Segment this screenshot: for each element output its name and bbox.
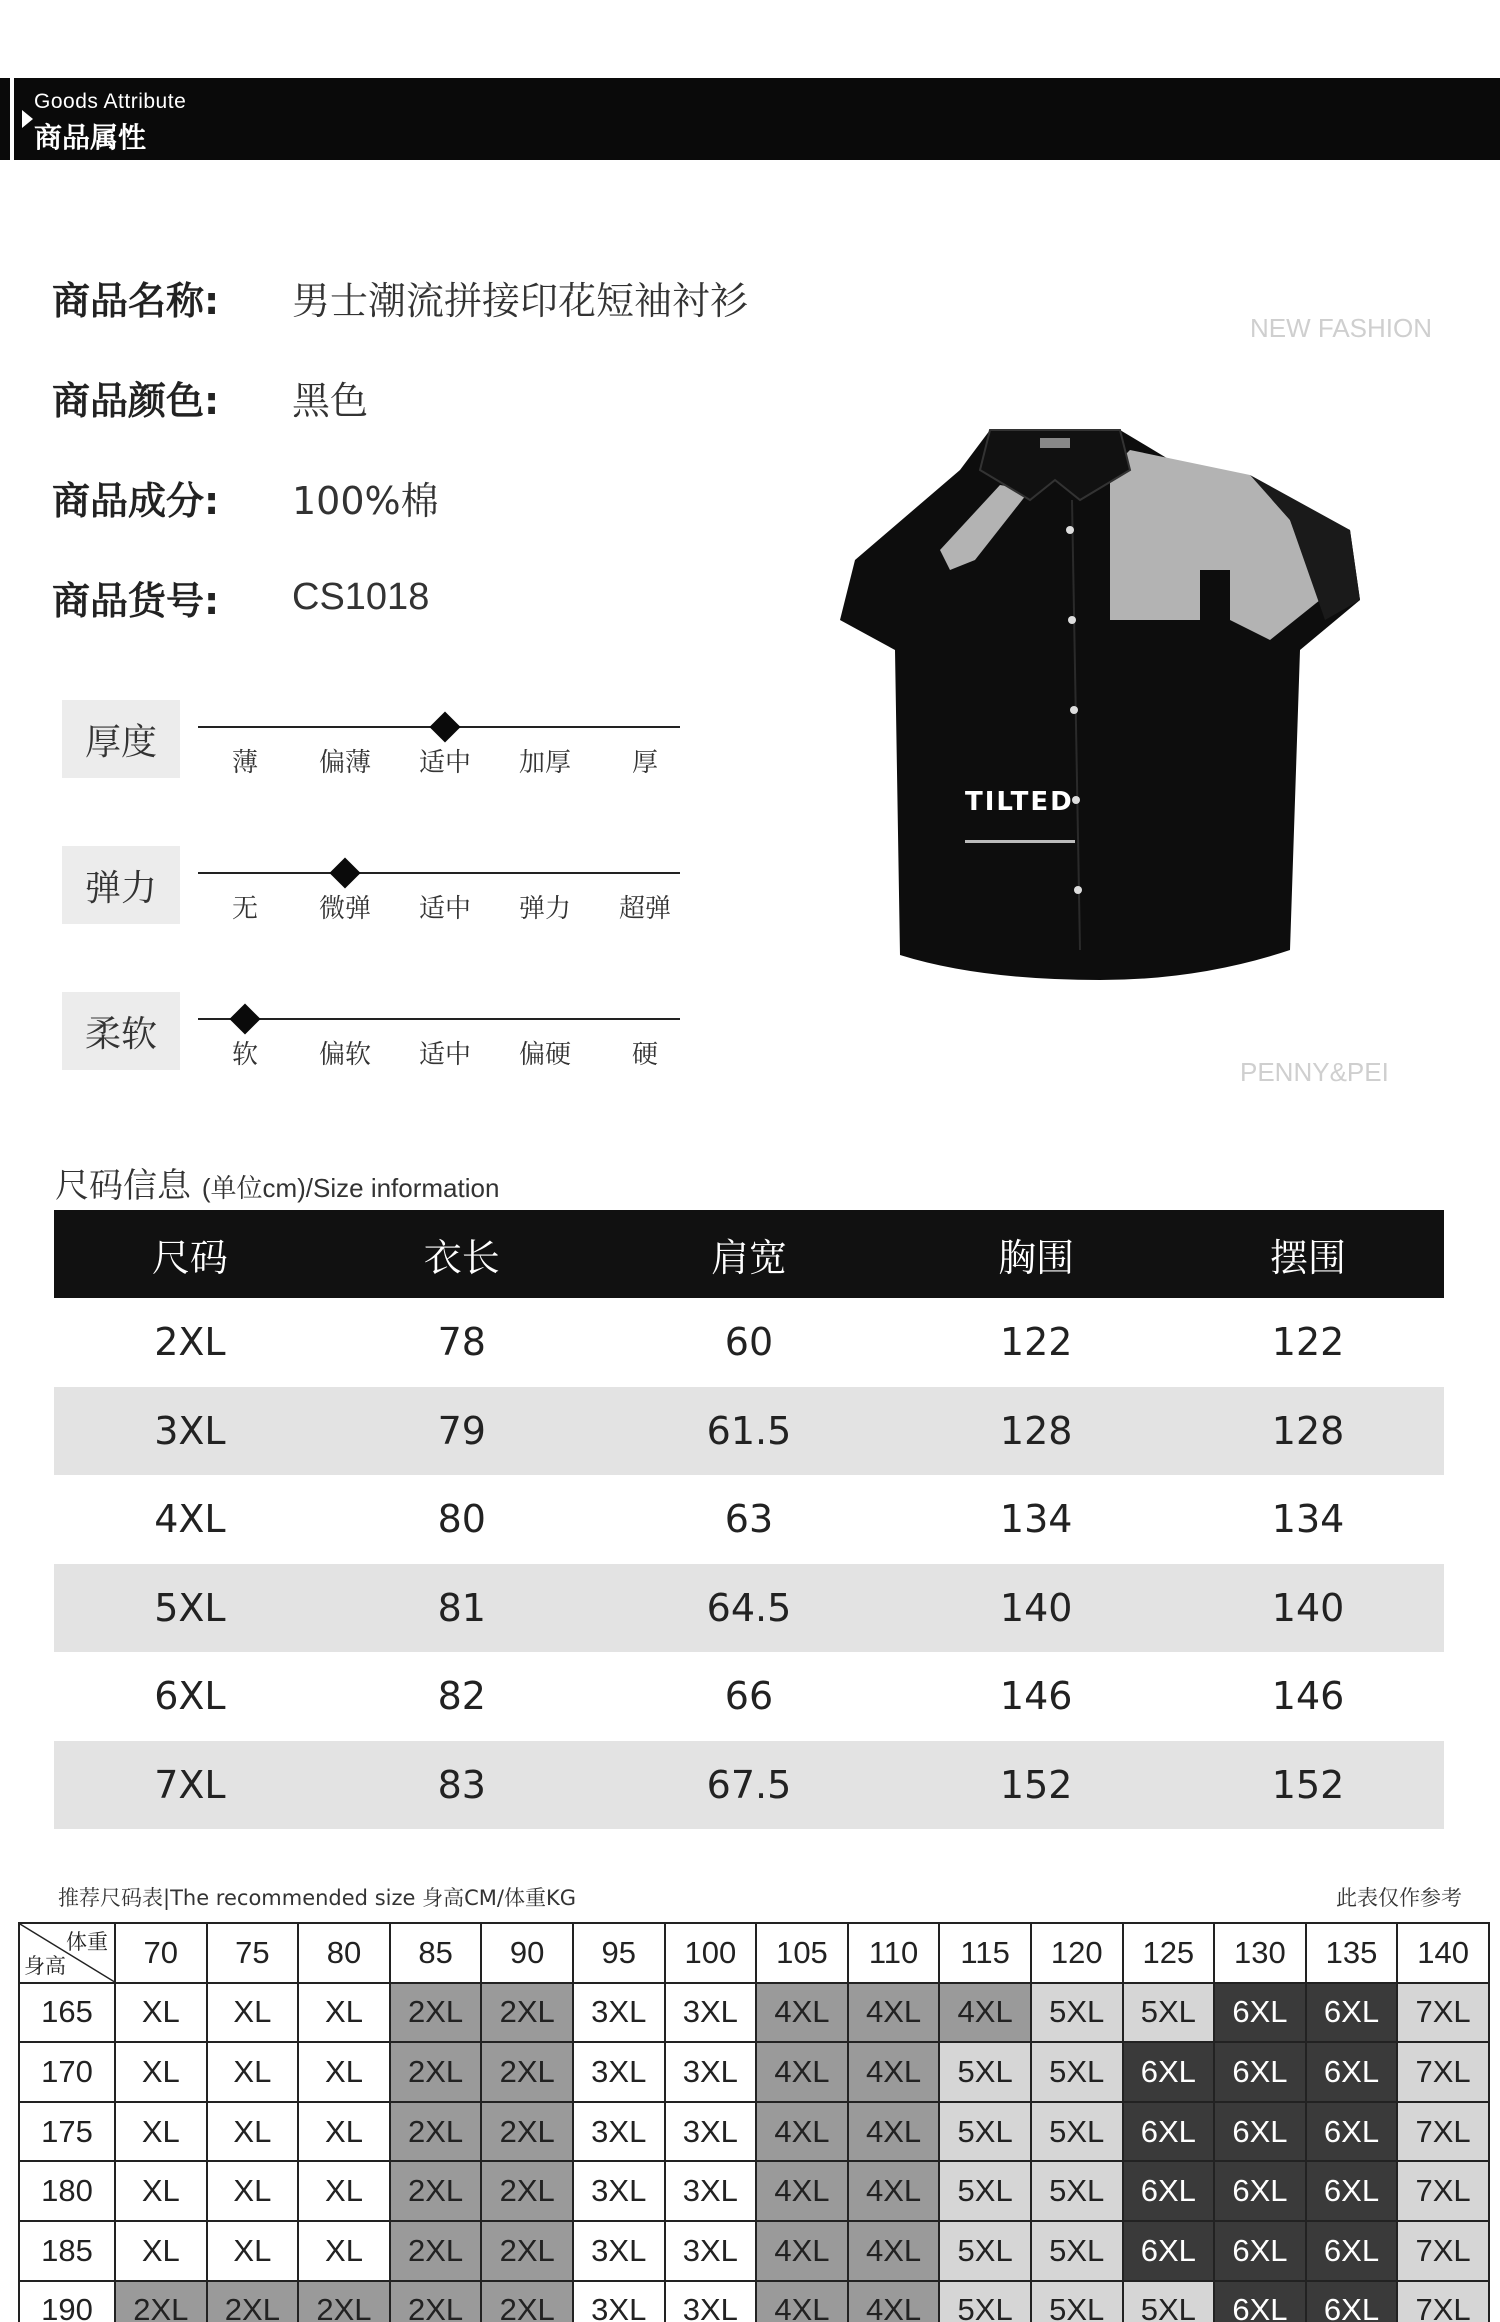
shirt-print-text: TILTED xyxy=(965,787,1074,817)
weight-header-cell: 110 xyxy=(848,1923,940,1983)
size-table-cell: 66 xyxy=(724,1674,774,1719)
recommended-corner-cell xyxy=(19,1923,115,1983)
weight-header-cell: 130 xyxy=(1214,1923,1306,1983)
recommended-size-cell: XL xyxy=(207,2221,299,2281)
recommended-size-cell: 2XL xyxy=(390,2042,482,2102)
recommended-row xyxy=(19,1983,1489,2043)
recommended-size-cell: 6XL xyxy=(1306,1983,1398,2043)
recommended-size-cell: 4XL xyxy=(756,1983,848,2043)
height-cell: 185 xyxy=(19,2221,115,2281)
recommended-size-cell: 5XL xyxy=(939,2042,1031,2102)
size-table-cell: 128 xyxy=(1172,1387,1444,1476)
recommended-size-cell: 6XL xyxy=(1214,2161,1306,2221)
recommended-size-cell: 6XL xyxy=(1214,2221,1306,2281)
recommended-row xyxy=(19,2221,1489,2281)
size-table-cell: 80 xyxy=(437,1497,486,1542)
recommended-size-cell: 3XL xyxy=(665,1983,757,2043)
scale-option: 微弹 xyxy=(318,894,371,924)
scale-option: 适中 xyxy=(418,1040,471,1070)
recommended-size-cell: XL xyxy=(298,2221,390,2281)
recommended-size-cell: 4XL xyxy=(848,2221,940,2281)
size-table-row xyxy=(54,1298,1444,1387)
size-table-header xyxy=(54,1210,1444,1298)
recommended-size-cell: XL xyxy=(115,2161,207,2221)
weight-header-cell: 140 xyxy=(1397,1923,1489,1983)
recommended-size-cell: 5XL xyxy=(1031,2161,1123,2221)
recommended-size-cell: 5XL xyxy=(1031,2042,1123,2102)
scale-option: 弹力 xyxy=(518,894,571,924)
attr-value: CS1018 xyxy=(292,576,430,618)
recommended-size-cell: 2XL xyxy=(390,2161,482,2221)
header-title-en: Goods Attribute xyxy=(34,90,187,113)
recommended-size-cell: 3XL xyxy=(573,2042,665,2102)
size-table-cell: 81 xyxy=(326,1564,598,1653)
size-table-cell: 5XL xyxy=(54,1564,326,1653)
recommended-size-cell: 3XL xyxy=(665,2281,757,2322)
recommended-size-cell: 3XL xyxy=(665,2102,757,2162)
recommended-size-cell: 3XL xyxy=(665,2042,757,2102)
weight-header-cell: 105 xyxy=(756,1923,848,1983)
size-table-header-cell: 尺码 xyxy=(54,1210,326,1298)
height-cell: 165 xyxy=(19,1983,115,2043)
size-table-cell: 67.5 xyxy=(598,1741,901,1830)
size-table-header-cell: 肩宽 xyxy=(598,1210,901,1298)
size-info-title-cn: 尺码信息 xyxy=(55,1166,191,1206)
recommended-size-cell: 7XL xyxy=(1397,2161,1489,2221)
recommended-size-cell: 2XL xyxy=(481,2281,573,2322)
attr-key: 商品成分: xyxy=(52,479,220,523)
recommended-size-cell: 5XL xyxy=(939,2221,1031,2281)
recommended-size-cell: 2XL xyxy=(298,2281,390,2322)
scale-option: 加厚 xyxy=(518,748,571,778)
recommended-size-cell: 7XL xyxy=(1397,2042,1489,2102)
recommended-size-table xyxy=(18,1922,1490,2322)
recommended-title: 推荐尺码表|The recommended size 身高CM/体重KG xyxy=(58,1886,576,1910)
recommended-size-cell: 6XL xyxy=(1306,2161,1398,2221)
size-table-cell: 4XL xyxy=(154,1497,226,1542)
recommended-size-cell: 4XL xyxy=(756,2161,848,2221)
recommended-size-cell: XL xyxy=(207,2042,299,2102)
size-table-cell: 2XL xyxy=(154,1320,226,1365)
recommended-size-cell: 5XL xyxy=(939,2161,1031,2221)
recommended-size-cell: 4XL xyxy=(756,2042,848,2102)
recommended-row xyxy=(19,2161,1489,2221)
scale-marker-icon xyxy=(229,1003,260,1034)
recommended-size-cell: 2XL xyxy=(481,2161,573,2221)
recommended-size-cell: 6XL xyxy=(1123,2042,1215,2102)
recommended-size-cell: XL xyxy=(115,1983,207,2043)
size-table-row xyxy=(54,1475,1444,1564)
recommended-size-cell: 2XL xyxy=(481,2221,573,2281)
recommended-size-cell: XL xyxy=(298,1983,390,2043)
product-shirt-image xyxy=(800,410,1400,1000)
recommended-size-cell: XL xyxy=(115,2102,207,2162)
size-table-cell: 64.5 xyxy=(598,1564,901,1653)
weight-header-cell: 80 xyxy=(298,1923,390,1983)
size-table-cell: 140 xyxy=(1172,1564,1444,1653)
weight-header-cell: 125 xyxy=(1123,1923,1215,1983)
recommended-header-row xyxy=(19,1923,1489,1983)
header-title-cn: 商品属性 xyxy=(34,121,147,154)
recommended-size-cell: 5XL xyxy=(1031,2221,1123,2281)
size-table-cell: 78 xyxy=(437,1320,486,1365)
recommended-size-cell: 7XL xyxy=(1397,2221,1489,2281)
recommended-size-cell: 3XL xyxy=(573,2281,665,2322)
weight-header-cell: 120 xyxy=(1031,1923,1123,1983)
recommended-size-cell: XL xyxy=(207,2161,299,2221)
size-table-cell: 3XL xyxy=(54,1387,326,1476)
recommended-size-cell: 2XL xyxy=(390,2221,482,2281)
scale-track xyxy=(198,1018,680,1020)
tag-new-fashion: NEW FASHION xyxy=(1250,313,1433,343)
size-table-row xyxy=(54,1387,1444,1476)
recommended-size-cell: 6XL xyxy=(1214,2281,1306,2322)
scale-marker-icon xyxy=(329,857,360,888)
recommended-size-cell: 6XL xyxy=(1306,2221,1398,2281)
weight-header-cell: 95 xyxy=(573,1923,665,1983)
recommended-size-cell: 2XL xyxy=(481,2102,573,2162)
recommended-size-cell: 4XL xyxy=(848,2161,940,2221)
scale-track xyxy=(198,872,680,874)
recommended-size-cell: 4XL xyxy=(848,2042,940,2102)
recommended-size-cell: 7XL xyxy=(1397,2281,1489,2322)
recommended-size-cell: 6XL xyxy=(1214,2102,1306,2162)
scale-option: 厚 xyxy=(631,748,658,778)
size-info-subtitle: (单位cm)/Size information xyxy=(201,1173,500,1203)
weight-header-cell: 115 xyxy=(939,1923,1031,1983)
recommended-size-cell: XL xyxy=(207,2102,299,2162)
size-table-cell: 146 xyxy=(1271,1674,1345,1719)
recommended-size-cell: 4XL xyxy=(848,1983,940,2043)
scale-label: 柔软 xyxy=(62,992,180,1070)
recommended-size-cell: 7XL xyxy=(1397,2102,1489,2162)
recommended-size-cell: 2XL xyxy=(207,2281,299,2322)
recommended-row xyxy=(19,2281,1489,2322)
height-cell: 175 xyxy=(19,2102,115,2162)
recommended-size-cell: 6XL xyxy=(1123,2161,1215,2221)
recommended-size-cell: 2XL xyxy=(390,2281,482,2322)
recommended-size-cell: 6XL xyxy=(1214,2042,1306,2102)
scale-option: 硬 xyxy=(631,1040,658,1070)
recommended-size-cell: 5XL xyxy=(1031,2102,1123,2162)
recommended-size-cell: 5XL xyxy=(1031,1983,1123,2043)
recommended-size-cell: 4XL xyxy=(756,2221,848,2281)
height-cell: 190 xyxy=(19,2281,115,2322)
recommended-size-cell: 2XL xyxy=(481,2042,573,2102)
recommended-size-cell: XL xyxy=(207,1983,299,2043)
recommended-size-cell: 5XL xyxy=(1123,2281,1215,2322)
size-table-cell: 134 xyxy=(999,1497,1073,1542)
scale-option: 无 xyxy=(231,894,258,924)
weight-header-cell: 90 xyxy=(481,1923,573,1983)
size-table-cell: 63 xyxy=(724,1497,774,1542)
corner-weight-label: 体重 xyxy=(66,1931,108,1954)
size-table-cell: 140 xyxy=(900,1564,1172,1653)
recommended-size-cell: 2XL xyxy=(390,1983,482,2043)
attr-row-name xyxy=(52,270,748,325)
size-table-cell: 83 xyxy=(326,1741,598,1830)
tag-brand: PENNY&PEI xyxy=(1240,1057,1389,1087)
size-table-cell: 134 xyxy=(1271,1497,1345,1542)
recommended-size-cell: 5XL xyxy=(939,2281,1031,2322)
recommended-size-cell: 4XL xyxy=(848,2281,940,2322)
attr-row-color xyxy=(52,370,368,425)
recommended-size-cell: 6XL xyxy=(1123,2221,1215,2281)
recommended-size-cell: XL xyxy=(298,2102,390,2162)
weight-header-cell: 100 xyxy=(665,1923,757,1983)
recommended-size-cell: 6XL xyxy=(1306,2102,1398,2162)
size-table-cell: 7XL xyxy=(54,1741,326,1830)
scale-label: 厚度 xyxy=(62,700,180,778)
size-table-row xyxy=(54,1652,1444,1741)
recommended-row xyxy=(19,2042,1489,2102)
recommended-size-cell: XL xyxy=(298,2161,390,2221)
size-table-header-cell: 衣长 xyxy=(326,1210,598,1298)
size-info-title xyxy=(55,1158,499,1207)
size-table-cell: 128 xyxy=(900,1387,1172,1476)
size-table-row xyxy=(54,1564,1444,1653)
scale-option: 超弹 xyxy=(618,894,671,924)
section-header xyxy=(0,78,1500,160)
scale-option: 偏软 xyxy=(318,1040,371,1070)
attr-value: 100%棉 xyxy=(292,479,439,523)
recommended-size-cell: 2XL xyxy=(390,2102,482,2162)
scale-option: 偏薄 xyxy=(318,748,371,778)
size-table-cell: 122 xyxy=(999,1320,1073,1365)
recommended-size-cell: 6XL xyxy=(1306,2042,1398,2102)
scale-option: 适中 xyxy=(418,748,471,778)
size-table-header-cell: 摆围 xyxy=(1172,1210,1444,1298)
attr-row-material xyxy=(52,470,439,525)
size-table xyxy=(54,1210,1444,1829)
recommended-size-cell: 6XL xyxy=(1123,2102,1215,2162)
recommended-size-cell: 3XL xyxy=(573,1983,665,2043)
recommended-size-cell: 3XL xyxy=(665,2161,757,2221)
recommended-size-cell: 3XL xyxy=(573,2102,665,2162)
attr-key: 商品货号: xyxy=(52,579,220,623)
size-table-cell: 79 xyxy=(326,1387,598,1476)
weight-header-cell: 135 xyxy=(1306,1923,1398,1983)
recommended-size-cell: 4XL xyxy=(756,2102,848,2162)
recommended-size-cell: 5XL xyxy=(1031,2281,1123,2322)
header-notch-icon xyxy=(22,110,33,128)
recommended-size-cell: XL xyxy=(115,2221,207,2281)
size-table-cell: 122 xyxy=(1271,1320,1345,1365)
weight-header-cell: 85 xyxy=(390,1923,482,1983)
attr-value: 黑色 xyxy=(292,379,369,423)
recommended-size-cell: 4XL xyxy=(756,2281,848,2322)
scale-label: 弹力 xyxy=(62,846,180,924)
recommended-size-cell: XL xyxy=(115,2042,207,2102)
recommended-size-cell: 2XL xyxy=(115,2281,207,2322)
size-table-cell: 6XL xyxy=(154,1674,226,1719)
scale-option: 软 xyxy=(231,1040,258,1070)
size-table-cell: 152 xyxy=(900,1741,1172,1830)
size-table-row xyxy=(54,1741,1444,1830)
recommended-size-cell: 7XL xyxy=(1397,1983,1489,2043)
attr-value: 男士潮流拼接印花短袖衬衫 xyxy=(292,279,749,323)
recommended-row xyxy=(19,2102,1489,2162)
size-table-cell: 61.5 xyxy=(598,1387,901,1476)
recommended-note: 此表仅作参考 xyxy=(1336,1886,1462,1910)
recommended-size-cell: 3XL xyxy=(573,2221,665,2281)
recommended-size-cell: 2XL xyxy=(481,1983,573,2043)
recommended-size-cell: 6XL xyxy=(1306,2281,1398,2322)
recommended-size-cell: 4XL xyxy=(939,1983,1031,2043)
corner-height-label: 身高 xyxy=(24,1954,66,1978)
header-accent xyxy=(0,78,14,160)
recommended-size-cell: 4XL xyxy=(848,2102,940,2162)
scale-option: 偏硬 xyxy=(518,1040,571,1070)
recommended-size-cell: 5XL xyxy=(1123,1983,1215,2043)
height-cell: 180 xyxy=(19,2161,115,2221)
size-table-cell: 60 xyxy=(724,1320,774,1365)
weight-header-cell: 70 xyxy=(115,1923,207,1983)
scale-marker-icon xyxy=(429,711,460,742)
size-table-cell: 146 xyxy=(999,1674,1073,1719)
recommended-size-cell: 6XL xyxy=(1214,1983,1306,2043)
size-table-cell: 152 xyxy=(1172,1741,1444,1830)
scale-option: 薄 xyxy=(231,748,258,778)
attr-row-sku xyxy=(52,570,429,625)
attr-key: 商品颜色: xyxy=(52,379,220,423)
recommended-size-cell: 3XL xyxy=(573,2161,665,2221)
scale-option: 适中 xyxy=(418,894,471,924)
attr-key: 商品名称: xyxy=(52,279,220,323)
weight-header-cell: 75 xyxy=(207,1923,299,1983)
recommended-size-cell: 5XL xyxy=(939,2102,1031,2162)
size-table-cell: 82 xyxy=(437,1674,486,1719)
height-cell: 170 xyxy=(19,2042,115,2102)
recommended-size-cell: XL xyxy=(298,2042,390,2102)
recommended-size-cell: 3XL xyxy=(665,2221,757,2281)
size-table-header-cell: 胸围 xyxy=(900,1210,1172,1298)
